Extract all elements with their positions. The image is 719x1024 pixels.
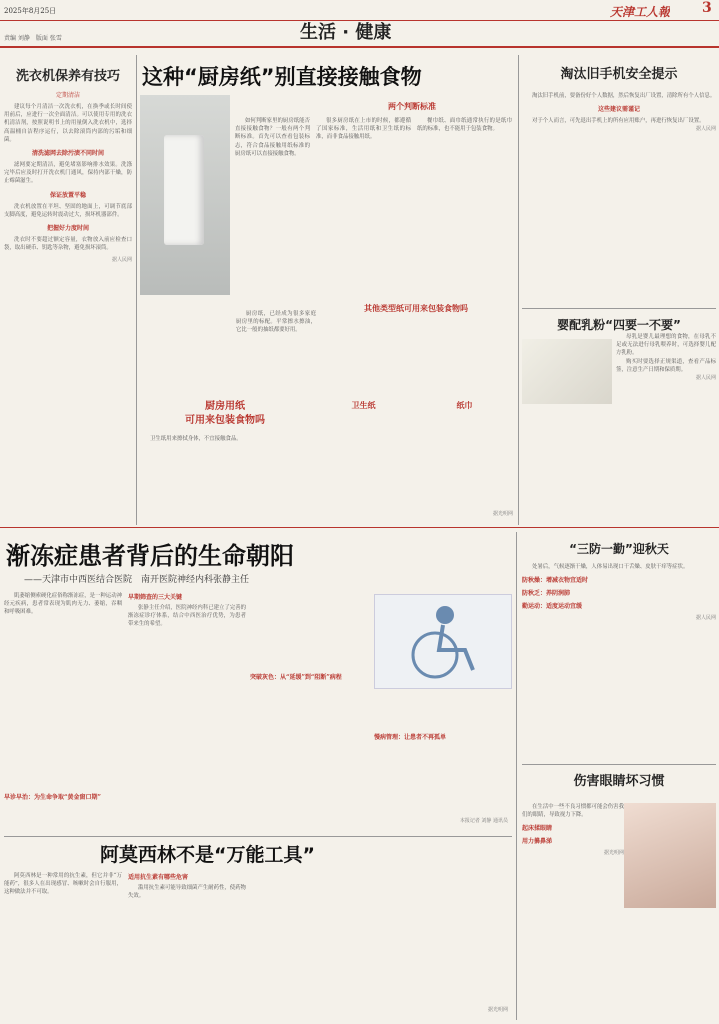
paragraph: 阿莫西林是一种常用的抗生素，但它并非“万能药”，很多人在出现感冒、咳嗽时会自行服用，这种做法并不可取。 (4, 873, 122, 896)
column-divider (136, 55, 137, 525)
byline: 据人民网 (695, 126, 716, 133)
column-divider (516, 532, 517, 1020)
paragraph: 肌萎缩侧索硬化症俗称渐冻症，是一种运动神经元疾病，患者常表现为肌肉无力、萎缩，吞咽和呼吸困难。 (4, 593, 122, 616)
subheading: 用力擤鼻涕 (522, 838, 553, 846)
subheading: 两个判断标准 (388, 102, 436, 111)
top-rule (0, 20, 719, 21)
article-title: 淘汰旧手机安全提示 (560, 67, 678, 82)
article-author: 定期清洁 (55, 92, 80, 99)
subheading: 起床揉眼睛 (522, 825, 553, 833)
subheading: 纸巾 (456, 401, 473, 410)
subheading: 其他类型纸可用来包装食物吗 (364, 304, 468, 313)
subheading: 保证放置平稳 (49, 191, 86, 199)
date: 2025年8月25日 (4, 7, 57, 15)
paragraph: 处暑后，气候逐渐干燥，人体易出现口干舌燥、皮肤干痒等症状。 (532, 564, 689, 570)
subheading: 清洗滤网去除污渍不同时间 (31, 150, 104, 158)
article-baby-formula (522, 312, 716, 522)
article-title: 洗衣机保养有技巧 (15, 69, 120, 84)
subheading: 早期筛查的三大关键 (128, 594, 183, 601)
article-title: 婴配乳粉“四要一不要” (557, 318, 681, 332)
page-number: 3 (702, 0, 712, 16)
subheading: 适用抗生素有哪些危害 (128, 874, 189, 881)
illustration-wheelchair (374, 594, 512, 689)
header-rule (0, 46, 719, 48)
paragraph: 在生活中一些不良习惯都可能会伤害我们的眼睛，导致视力下降。 (522, 804, 624, 819)
masthead (0, 0, 719, 50)
paragraph: 洗衣时不要超过额定容量，衣物放入前应检查口袋，取出硬币、钥匙等杂物，避免损坏滚筒。 (4, 237, 132, 252)
subheading: 卫生纸 (351, 401, 376, 410)
wheelchair-icon (375, 595, 511, 688)
article-tissue (140, 55, 515, 525)
article-title: 伤害眼睛坏习惯 (573, 774, 665, 789)
paragraph: 张静主任介绍，医院神经内科已建立了完善的渐冻症诊疗体系，结合中西医治疗优势，为患者带来生的希望。 (128, 605, 246, 628)
paragraph: 如何判断家里的厨房纸能否直接接触食物？一般有两个判断标准。首先可以查看包装标志，符合食品接触用纸标准的厨房纸可以直接接触食物。 (235, 118, 310, 157)
photo-rubbing-eye (624, 803, 716, 908)
paper-roll-image (164, 135, 204, 245)
editors: 责编 刘静 版面 张雪 (4, 35, 62, 42)
mid-rule (0, 527, 719, 528)
byline: 据人民网 (695, 375, 716, 382)
subtitle: ——天津市中西医结合医院 南开医院神经内科张静主任 (24, 575, 250, 585)
headline: 阿莫西林不是“万能工具” (100, 844, 315, 866)
photo-formula (522, 339, 612, 404)
paragraph: 滤网要定期清洁，避免堵塞影响排水效果。洗涤完毕后应及时打开洗衣机门通风，保持内部干燥，防止霉菌滋生。 (4, 162, 132, 185)
paragraph: 淘汰旧手机前，要备份好个人数据，然后恢复出厂设置，清除所有个人信息。 (532, 93, 716, 99)
subheading: 把握好力度时间 (46, 225, 89, 233)
column-divider (518, 55, 519, 525)
divider (522, 764, 716, 765)
paragraph: 母乳是婴儿最理想的食物，在母乳不足或无法进行母乳喂养时，可选择婴儿配方乳粉。 (616, 334, 716, 357)
byline: 据光明网 (492, 511, 513, 517)
byline: 据人民网 (695, 615, 716, 622)
article-title: “三防一勤”迎秋天 (569, 542, 669, 556)
byline: 本报记者 刘静 通讯员 (459, 818, 508, 824)
subheading: 慢病管理：让患者不再孤单 (374, 734, 447, 741)
article-autumn (522, 540, 716, 760)
headline: 这种“厨房纸”别直接接触食物 (142, 65, 422, 89)
byline: 据人民网 (111, 257, 132, 264)
article-als-feature (4, 532, 512, 832)
photo-kitchen-paper (140, 95, 230, 295)
subheading-left: 厨房用纸 可用来包装食物吗 (185, 401, 265, 426)
paragraph: 滥用抗生素可能导致细菌产生耐药性，使药物失效。 (128, 885, 246, 900)
paper-name: 天津工人報 (610, 5, 671, 19)
subheading: 突破灰色：从“延缓”到“阻断”病程 (250, 674, 342, 681)
subheading: 这些建议需谨记 (597, 106, 640, 114)
paragraph: 购买时要选择正规渠道，查看产品标签，注意生产日期和保质期。 (616, 358, 716, 373)
section-title: 生活 · 健康 (300, 22, 392, 43)
byline: 据光明网 (603, 850, 624, 857)
paragraph: 餐巾纸、面巾纸通常执行的是纸巾纸的标准，也不能用于包装食物。 (417, 118, 512, 133)
article-eye-habits (522, 770, 716, 1020)
article-phone (522, 55, 716, 305)
subheading: 防秋乏：养阴润肺 (522, 590, 571, 598)
subheading: 早诊早治：为生命争取“黄金窗口期” (4, 794, 101, 801)
article-laundry (4, 55, 132, 515)
paragraph: 建议每个月清洁一次洗衣机，在换季或长时间使用前后，应进行一次全面清洁。可以使用专用的洗衣机清洁剂，按照说明书上的用量倒入洗衣机中，选择高温桶自洁程序运行，以去除滚筒内部的污垢和细菌。 (4, 104, 132, 143)
paragraph: 卫生纸用来擦拭身体，不宜接触食品。 (150, 436, 242, 442)
divider (522, 308, 716, 309)
paragraph: 对于个人而言，可先退出手机上的所有应用账户，再进行恢复出厂设置。 (532, 118, 705, 125)
paragraph: 很多厨房纸在上市的时候，都遵循了国家标准，生活用纸和卫生纸的标准，而非食品接触用纸。 (316, 118, 411, 141)
subheading: 防秋燥：增减衣物宜适时 (522, 577, 589, 585)
paragraph: 洗衣机放置在平坦、坚固的地面上，可调节底部支脚高度，避免运转时震动过大，损坏机器部件。 (4, 203, 132, 218)
byline: 据光明网 (487, 1007, 508, 1013)
subheading: 勤运动：适度运动宜缓 (522, 603, 583, 611)
headline: 渐冻症患者背后的生命朝阳 (6, 542, 294, 570)
image-caption: 厨房纸，已经成为很多家庭厨房里的标配。平常擦水擦油，它比一般的抽纸都要好用。 (236, 311, 316, 334)
article-amoxicillin (4, 838, 512, 1021)
divider (4, 836, 512, 837)
